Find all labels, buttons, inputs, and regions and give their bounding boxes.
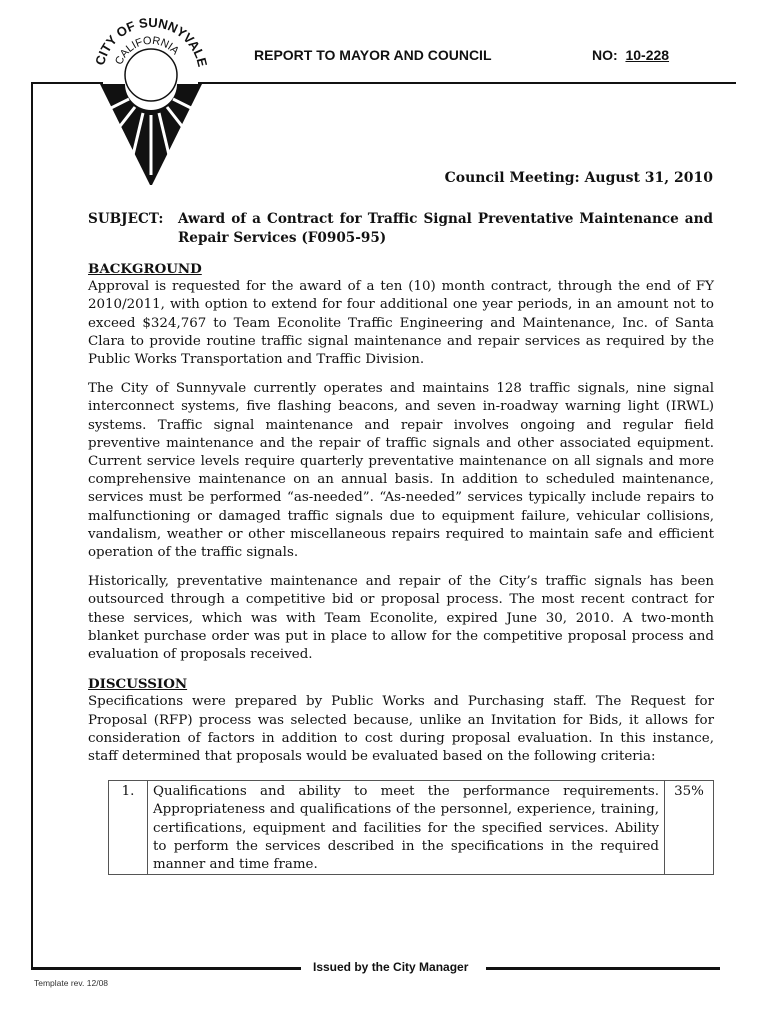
criteria-weight: 35%	[665, 781, 714, 875]
report-number	[592, 47, 669, 63]
report-number-value: 10-228	[625, 47, 670, 63]
subject-text: Award of a Contract for Traffic Signal Preventative Maintenance and Repair Services (F0905-95)	[178, 211, 713, 246]
report-title: REPORT TO MAYOR AND COUNCIL	[254, 47, 492, 63]
criteria-table	[108, 780, 714, 875]
bottom-rule-left	[31, 967, 301, 970]
discussion-paragraph: Specifications were prepared by Public Works and Purchasing staff. The Request for Proposal (RFP) process was selected because, unlike an Invitation for Bids, it allows for consideration of factors in addition to cost during proposal evaluation. In this instance, staff determined that proposals would be evaluated based on the following criteria:	[88, 694, 714, 765]
issued-by: Issued by the City Manager	[313, 960, 469, 974]
left-rule	[31, 82, 33, 970]
top-rule-right	[198, 82, 736, 84]
subject	[88, 210, 713, 248]
template-revision: Template rev. 12/08	[34, 978, 109, 988]
discussion-heading: DISCUSSION	[88, 676, 188, 693]
svg-text:CITY OF SUNNYVALE: CITY OF SUNNYVALE	[92, 14, 211, 69]
background-paragraph: The City of Sunnyvale currently operates and maintains 128 traffic signals, nine signal interconnect systems, five flashing beacons, and seven in-roadway warning light (IRWL) systems. Traffic signal maintenance and repair involves ongoing and regular field preventive maintenance and the repair of traffic signals and other associated equipment. Current service levels require quarterly preventative maintenance on all signals and more comprehensive maintenance on an annual basis. In addition to scheduled maintenance, services must be performed “as-needed”. “As-needed” services typically include repairs to malfunctioning or damaged traffic signals due to equipment failure, vehicular collisions, vandalism, weather or other miscellaneous repairs required to maintain safe and efficient operation of the traffic signals.	[88, 381, 714, 561]
council-meeting-date: Council Meeting: August 31, 2010	[444, 170, 713, 186]
report-number-label: NO:	[592, 47, 618, 63]
subject-label: SUBJECT:	[88, 211, 164, 227]
background-paragraph: Historically, preventative maintenance and repair of the City’s traffic signals has been outsourced through a competitive bid or proposal process. The most recent contract for these services, which was with Team Econolite, expired June 30, 2010. A two-month blanket purchase order was put in place to allow for the competitive proposal process and evaluation of proposals received.	[88, 574, 714, 663]
bottom-rule-right	[486, 967, 720, 970]
report-body	[88, 260, 714, 875]
background-heading: BACKGROUND	[88, 261, 202, 277]
criteria-number: 1.	[109, 781, 148, 875]
criteria-description: Qualifications and ability to meet the performance requirements. Appropriateness and qualifications of the personnel, experience, training, certifications, equipment and facilities for the specified services. Ability to perform the services described in the specifications in the required manner and time frame.	[148, 781, 665, 875]
city-seal-logo	[85, 5, 215, 185]
svg-text:CALIFORNIA: CALIFORNIA	[113, 34, 182, 67]
background-paragraph: Approval is requested for the award of a ten (10) month contract, through the end of FY 2010/2011, with option to extend for four additional one year periods, in an amount not to exceed $324,767 to Team Econolite Traffic Engineering and Maintenance, Inc. of Santa Clara to provide routine traffic signal maintenance and repair services as required by the Public Works Transportation and Traffic Division.	[88, 279, 714, 368]
table-row	[109, 781, 714, 875]
